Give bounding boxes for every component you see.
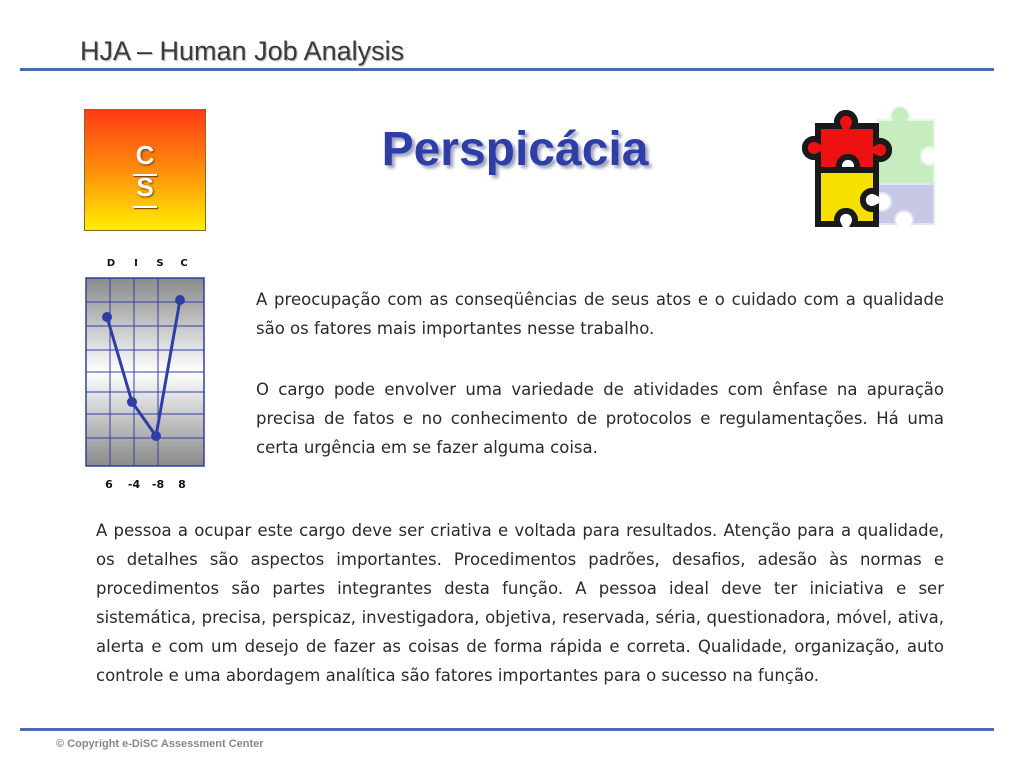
badge-underline bbox=[133, 206, 157, 208]
disc-category-labels bbox=[107, 258, 188, 269]
header-title: HJA – Human Job Analysis bbox=[80, 36, 405, 66]
copyright-notice: © Copyright e-DiSC Assessment Center bbox=[56, 738, 264, 750]
header-divider bbox=[20, 68, 994, 71]
disc-data-point bbox=[175, 295, 185, 305]
disc-category-label: I bbox=[134, 258, 138, 269]
disc-profile-badge bbox=[84, 109, 206, 231]
disc-value-labels bbox=[105, 478, 186, 491]
disc-value-label: 6 bbox=[105, 478, 113, 491]
paragraph-text: A pessoa a ocupar este cargo deve ser criativa e voltada para resultados. Atenção para a qualidade, os detalhes são aspectos importantes. Procedimentos padrões, desafios, adesão às normas e procedimentos são partes integrantes desta função. A pessoa ideal deve ter iniciativa e ser sistemática, precisa, perspicaz, investigadora, objetiva, reservada, séria, questionadora, móvel, ativa, alerta e com um desejo de fazer as coisas de forma rápida e correta. Qualidade, organização, auto controle e uma abordagem analítica são fatores importantes para o sucesso na função. bbox=[96, 521, 944, 685]
disc-data-point bbox=[151, 431, 161, 441]
puzzle-pieces-icon bbox=[796, 98, 946, 248]
disc-value-label: 8 bbox=[178, 478, 186, 491]
description-paragraph-2 bbox=[256, 375, 944, 462]
disc-chart-svg bbox=[74, 252, 222, 496]
footer-divider bbox=[20, 728, 994, 731]
badge-letter-c: C bbox=[135, 140, 155, 170]
description-paragraph-1 bbox=[256, 285, 944, 343]
disc-data-point bbox=[102, 312, 112, 322]
disc-value-label: -4 bbox=[127, 478, 141, 491]
paragraph-text: A preocupação com as conseqüências de seus atos e o cuidado com a qualidade são os fatores mais importantes nesse trabalho. bbox=[256, 290, 944, 338]
badge-letter-s: S bbox=[136, 172, 154, 202]
disc-graph bbox=[74, 252, 222, 496]
description-paragraph-3 bbox=[96, 516, 944, 690]
paragraph-text: O cargo pode envolver uma variedade de atividades com ênfase na apuração precisa de fatos e no conhecimento de protocolos e regulamentações. Há uma certa urgência em se fazer alguma coisa. bbox=[256, 380, 944, 457]
disc-category-label: C bbox=[180, 258, 188, 269]
disc-category-label: S bbox=[156, 258, 164, 269]
disc-data-point bbox=[127, 397, 137, 407]
page-title: Perspicácia bbox=[381, 123, 649, 176]
disc-value-label: -8 bbox=[151, 478, 165, 491]
disc-category-label: D bbox=[106, 258, 116, 269]
